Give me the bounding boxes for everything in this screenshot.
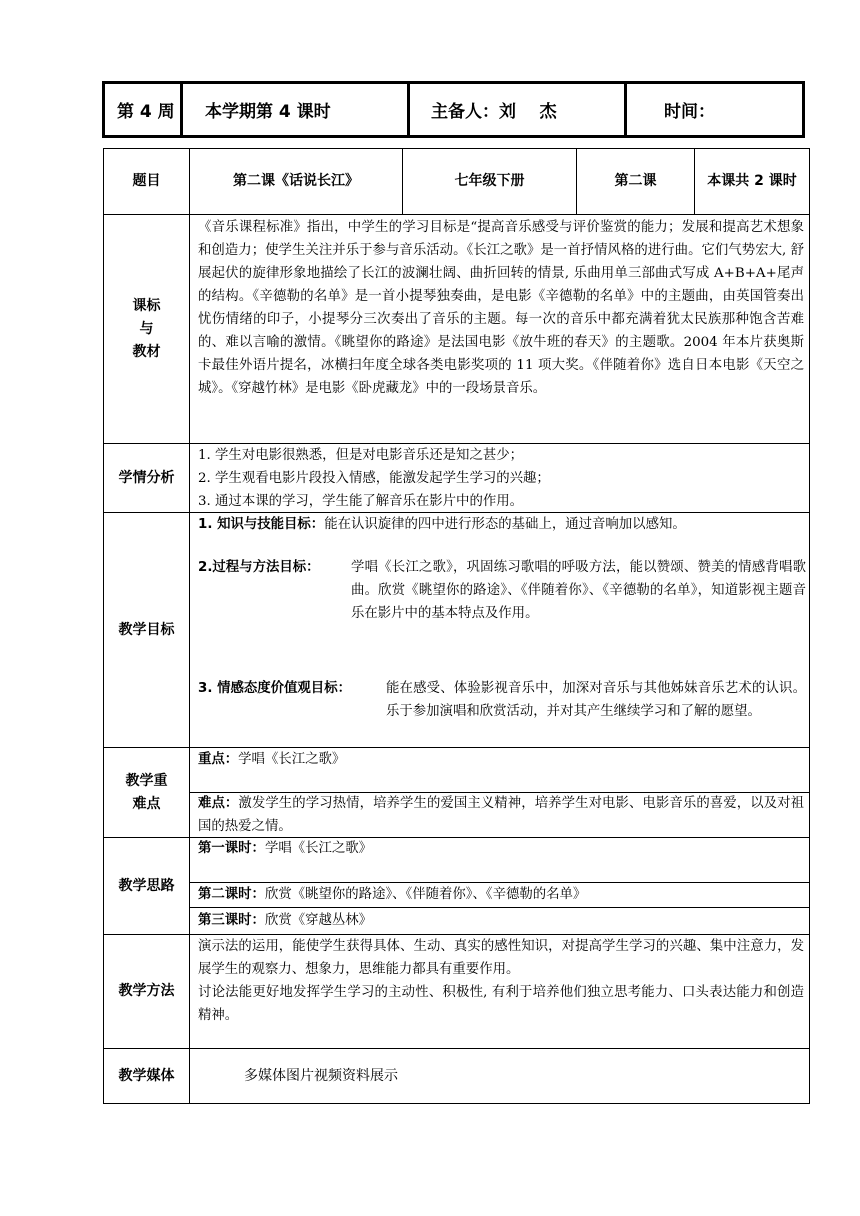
difficult-point-title: 难点： — [198, 796, 239, 811]
period-2 — [198, 883, 804, 906]
learner-label: 学情分析 — [118, 469, 175, 486]
goals-label: 教学目标 — [118, 621, 175, 638]
row-divider — [189, 907, 809, 908]
method-discussion: 讨论法能更好地发挥学生学习的主动性、积极性, 有利于培养他们独立思考能力、口头表达能力和创造精神。 — [198, 985, 804, 1023]
divider — [407, 84, 410, 135]
learner-item: 2. 学生观看电影片段投入情感，能激发起学生学习的兴趣； — [198, 471, 550, 486]
ideas-label: 教学思路 — [118, 877, 175, 894]
period-3-text: 欣赏《穿越丛林》 — [264, 913, 373, 928]
lesson-cell: 本学期第 4 课时 — [205, 102, 331, 122]
goal-2-title: 2.过程与方法目标： — [198, 560, 320, 575]
key-point-title: 重点： — [198, 752, 239, 767]
learner-item: 3. 通过本课的学习，学生能了解音乐在影片中的作用。 — [198, 494, 524, 509]
row-divider — [104, 1048, 809, 1049]
difficult-point-text: 激发学生的学习热情，培养学生的爱国主义精神，培养学生对电影、电影音乐的喜爱，以及对祖国的热爱之情。 — [198, 796, 804, 834]
week-cell: 第 4 周 — [117, 102, 175, 122]
learner-item: 1. 学生对电影很熟悉，但是对电影音乐还是知之甚少； — [198, 448, 524, 463]
lesson-title: 第二课《话说长江》 — [233, 173, 359, 189]
label-column-divider — [189, 149, 190, 1103]
grade: 七年级下册 — [454, 173, 525, 189]
curriculum-text: 《音乐课程标准》指出，中学生的学习目标是“提高音乐感受与评价鉴赏的能力；发展和提高艺术想象和创造力；使学生关注并乐于参与音乐活动。《长江之歌》是一首抒情风格的进行曲。它们气势宏大, 舒展起伏的旋律形象地描绘了长江的波澜壮阔、曲折回转的情景, 乐曲用单三部曲式写成 A+B+A+尾声的结构。《辛德勒的名单》是一首小提琴独奏曲，是电影《辛德勒的名单》中的主题曲，由英国管奏出忧伤情绪的印子，小提琴分三次奏出了音乐的主题。每一次的音乐中都充满着犹太民族那种饱含苦难的、难以言喻的激情。《眺望你的路途》是法国电影《放牛班的春天》的主题歌。2004 年本片获奥斯卡最佳外语片提名，冰横扫年度全球各类电影奖项的 11 项大奖。《伴随着你》选自日本电影《天空之城》。《穿越竹林》是电影《卧虎藏龙》中的一段场景音乐。 — [198, 220, 804, 396]
goal-1-text: 能在认识旋律的四中进行形态的基础上，通过音响加以感知。 — [324, 517, 686, 532]
period-2-text: 欣赏《眺望你的路途》、《伴随着你》、《辛德勒的名单》 — [264, 887, 587, 902]
curriculum-label-line: 与 — [139, 320, 154, 337]
keypoints-label-line: 教学重 — [125, 772, 168, 789]
goal-3-text: 能在感受、体验影视音乐中，加深对音乐与其他姊妹音乐艺术的认识。乐于参加演唱和欣赏活动，并对其产生继续学习和了解的愿望。 — [386, 681, 806, 719]
lesson-number: 第二课 — [614, 173, 657, 189]
period-3 — [198, 909, 804, 932]
methods-text — [198, 935, 804, 1027]
divider — [180, 84, 183, 135]
goal-1 — [198, 513, 806, 536]
methods-label: 教学方法 — [118, 983, 175, 999]
curriculum-label-line: 教材 — [132, 343, 161, 360]
header-table — [102, 81, 805, 138]
key-point-text: 学唱《长江之歌》 — [238, 752, 346, 767]
keypoints-label — [104, 748, 189, 837]
period-1-title: 第一课时： — [198, 841, 265, 856]
learner-list — [198, 444, 804, 513]
divider — [624, 84, 627, 135]
time-cell: 时间： — [664, 102, 715, 122]
media-text: 多媒体图片视频资料展示 — [244, 1068, 398, 1084]
period-2-title: 第二课时： — [198, 887, 265, 902]
lesson-plan-table — [103, 148, 810, 1104]
keypoints-label-line: 难点 — [132, 795, 161, 812]
goal-3-title: 3. 情感态度价值观目标： — [198, 681, 351, 696]
period-1 — [198, 837, 804, 860]
preparer-cell: 主备人：刘 杰 — [431, 102, 557, 122]
row-divider — [104, 214, 809, 215]
goal-2-text: 学唱《长江之歌》，巩固练习歌唱的呼吸方法，能以赞颂、赞美的情感背唱歌曲。欣赏《眺望你的路途》、《伴随着你》、《辛德勒的名单》，知道影视主题音乐在影片中的基本特点及作用。 — [351, 560, 806, 621]
total-periods: 本课共 2 课时 — [707, 173, 797, 189]
topic-label: 题目 — [132, 173, 161, 189]
curriculum-label-line: 课标 — [132, 297, 161, 314]
key-point — [198, 748, 804, 771]
method-demo: 演示法的运用，能使学生获得具体、生动、真实的感性知识，对提高学生学习的兴趣、集中注意力，发展学生的观察力、想象力，思维能力都具有重要作用。 — [198, 939, 804, 977]
period-3-title: 第三课时： — [198, 913, 265, 928]
goal-1-title: 1. 知识与技能目标： — [198, 517, 325, 532]
curriculum-label — [104, 215, 189, 443]
period-1-text: 学唱《长江之歌》 — [264, 841, 373, 856]
media-label: 教学媒体 — [118, 1067, 175, 1084]
difficult-point — [198, 792, 804, 838]
